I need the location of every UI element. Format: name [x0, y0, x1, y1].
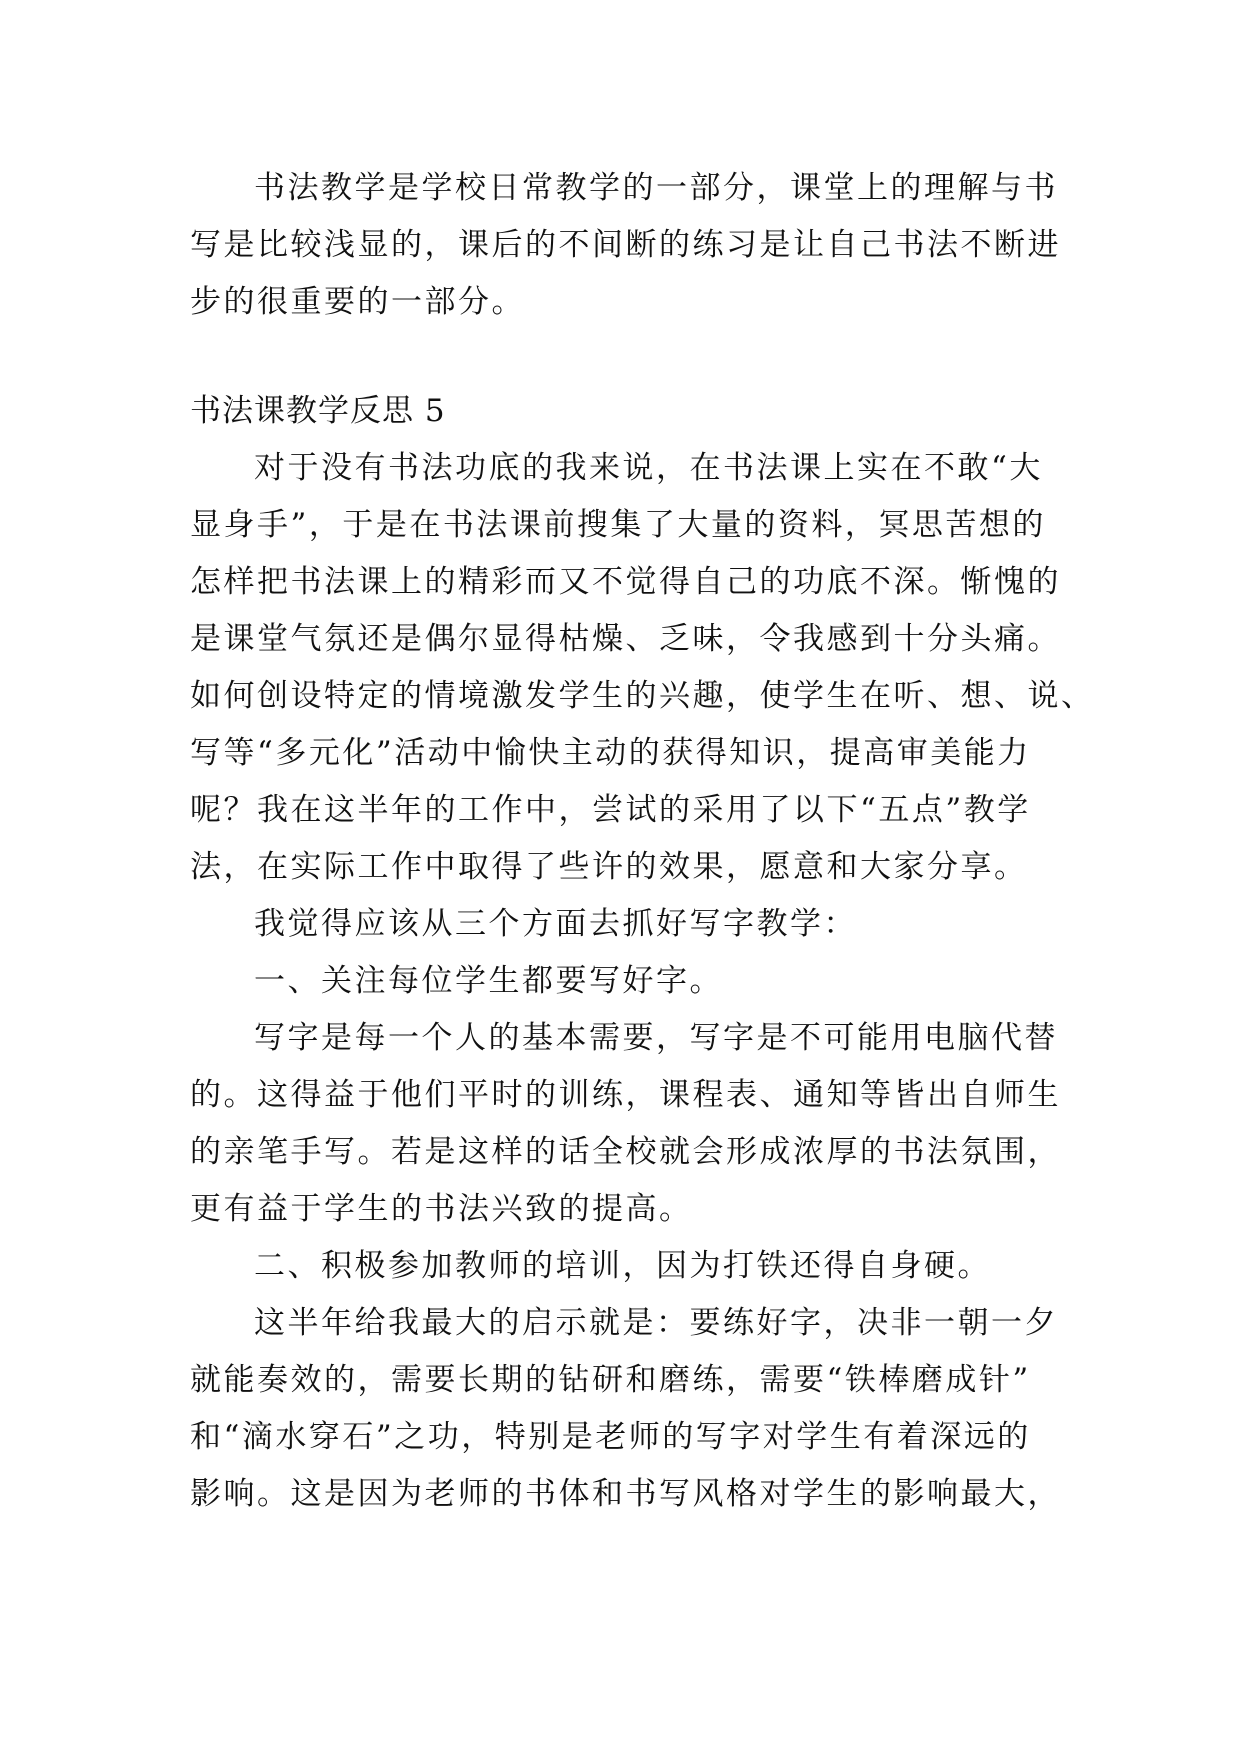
- intro-paragraph: [190, 160, 1070, 331]
- paragraph-line: 法，在实际工作中取得了些许的效果，愿意和大家分享。: [190, 849, 1028, 885]
- paragraph-line: 一、关注每位学生都要写好字。: [254, 963, 723, 999]
- paragraph-line: 呢？我在这半年的工作中，尝试的采用了以下“五点”教学: [190, 792, 1031, 828]
- paragraph: [190, 1238, 1070, 1295]
- paragraph: [190, 1010, 1070, 1238]
- paragraph-line: 显身手”，于是在书法课前搜集了大量的资料，冥思苦想的: [190, 507, 1046, 543]
- paragraph-line: 我觉得应该从三个方面去抓好写字教学：: [254, 906, 857, 942]
- section-title: 书法课教学反思 5: [190, 393, 446, 429]
- paragraph-line: 影响。这是因为老师的书体和书写风格对学生的影响最大，: [190, 1476, 1061, 1512]
- paragraph: [190, 1295, 1070, 1523]
- paragraph-line: 步的很重要的一部分。: [190, 284, 525, 320]
- paragraph-line: 的。这得益于他们平时的训练，课程表、通知等皆出自师生: [190, 1077, 1061, 1113]
- paragraph-line: 写字是每一个人的基本需要，写字是不可能用电脑代替: [254, 1020, 1058, 1056]
- paragraph-line: 和“滴水穿石”之功，特别是老师的写字对学生有着深远的: [190, 1419, 1031, 1455]
- document-body: [190, 160, 1095, 1523]
- paragraph: [190, 440, 1095, 896]
- paragraph-line: 对于没有书法功底的我来说，在书法课上实在不敢“大: [254, 450, 1043, 486]
- paragraph-line: 是课堂气氛还是偶尔显得枯燥、乏味，令我感到十分头痛。: [190, 621, 1061, 657]
- paragraph-line: 书法教学是学校日常教学的一部分，课堂上的理解与书: [254, 170, 1058, 206]
- paragraph-line: 二、积极参加教师的培训，因为打铁还得自身硬。: [254, 1248, 991, 1284]
- paragraph-line: 更有益于学生的书法兴致的提高。: [190, 1191, 693, 1227]
- paragraph-line: 的亲笔手写。若是这样的话全校就会形成浓厚的书法氛围，: [190, 1134, 1061, 1170]
- paragraph-line: 怎样把书法课上的精彩而又不觉得自己的功底不深。惭愧的: [190, 564, 1061, 600]
- paragraph: [190, 953, 1070, 1010]
- paragraph: [190, 896, 1070, 953]
- paragraph-line: 写等“多元化”活动中愉快主动的获得知识，提高审美能力: [190, 735, 1031, 771]
- paragraph-line: 写是比较浅显的，课后的不间断的练习是让自己书法不断进: [190, 227, 1061, 263]
- paragraph-line: 如何创设特定的情境激发学生的兴趣，使学生在听、想、说、: [190, 678, 1095, 714]
- paragraph-line: 这半年给我最大的启示就是：要练好字，决非一朝一夕: [254, 1305, 1058, 1341]
- paragraph-line: 就能奏效的，需要长期的钻研和磨练，需要“铁棒磨成针”: [190, 1362, 1031, 1398]
